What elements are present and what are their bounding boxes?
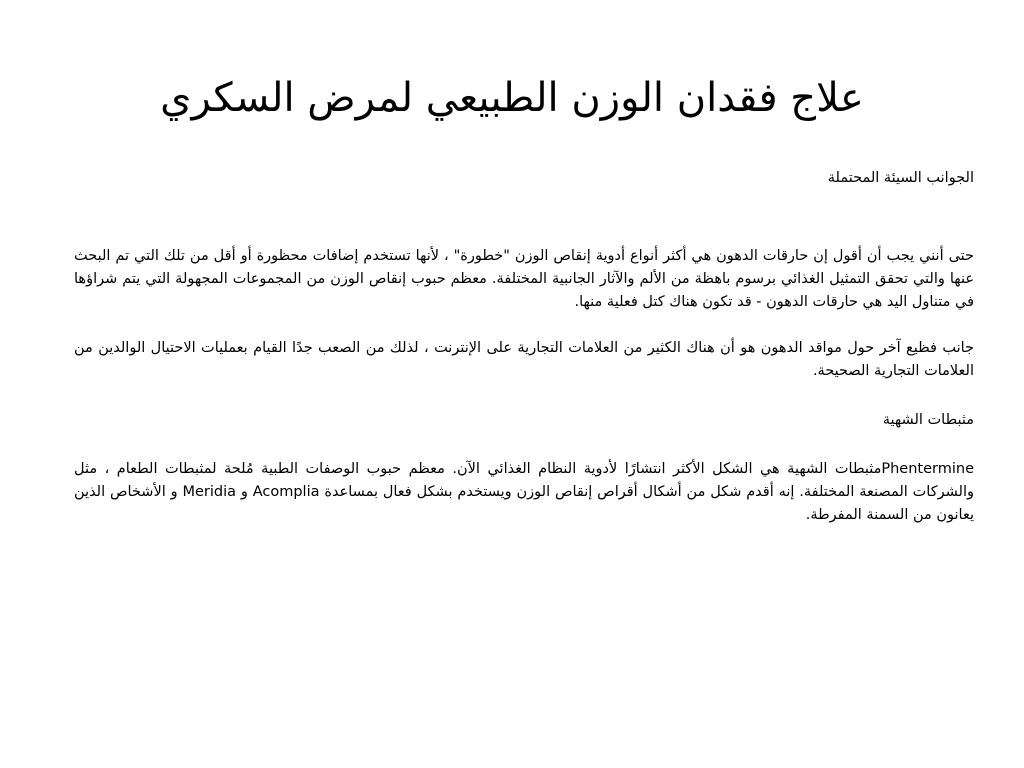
slide-title: علاج فقدان الوزن الطبيعي لمرض السكري bbox=[160, 75, 864, 121]
paragraph-online-brands: جانب فظيع آخر حول مواقد الدهون هو أن هناك الكثير من العلامات التجارية على الإنترنت ، لذلك من الصعب جدًا القيام بعمليات الاحتيال الوالدين من العلامات التجارية الصحيحة. bbox=[74, 340, 974, 379]
paragraph-appetite-suppressants: Phentermineمثبطات الشهية هي الشكل الأكثر انتشارًا لأدوية النظام الغذائي الآن. معظم حبوب الوصفات الطبية مُلحة لمثبطات الطعام ، مثل والشركات المصنعة المختلفة. إنه أقدم شكل من أشكال أقراص إنقاص الوزن ويستخدم بشكل فعال بمساعدة Acomplia و Meridia و الأشخاص الذين يعانون من السمنة المفرطة. bbox=[74, 461, 974, 523]
heading-appetite-suppressants: مثبطات الشهية bbox=[882, 412, 974, 428]
slide-body bbox=[74, 167, 974, 527]
heading-side-effects: الجوانب السيئة المحتملة bbox=[827, 170, 974, 186]
paragraph-fat-burners: حتى أنني يجب أن أقول إن حارقات الدهون هي أكثر أنواع أدوية إنقاص الوزن "خطورة" ، لأنها تستخدم إضافات محظورة أو أقل من تلك التي تم البحث عنها والتي تحقق التمثيل الغذائي برسوم باهظة من الألم والآثار الجانبية المختلفة. معظم حبوب إنقاص الوزن من المجموعات المجهولة التي يتم شراؤها في متناول اليد هي حارقات الدهون - قد تكون هناك كتل فعلية منها. bbox=[74, 248, 974, 310]
